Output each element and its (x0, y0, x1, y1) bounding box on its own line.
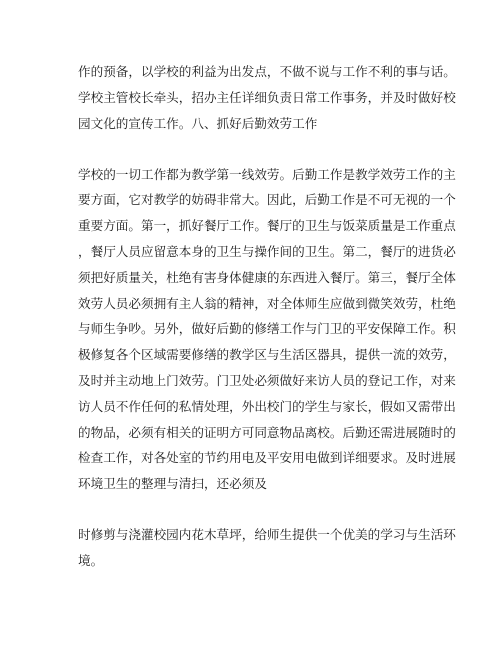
text-line: 效劳人员必须拥有主人翁的精神，对全体师生应做到微笑效劳，杜绝 (78, 296, 456, 311)
text-line: 极修复各个区域需要修缮的教学区与生活区器具，提供一流的效劳， (78, 347, 456, 362)
text-line: 访人员不作任何的私情处理，外出校门的学生与家长，假如又需带出 (78, 399, 456, 414)
text-line: 时修剪与浇灌校园内花木草坪，给师生提供一个优美的学习与生活环 (78, 527, 456, 542)
text-line: 与师生争吵。另外，做好后勤的修缮工作与门卫的平安保障工作。积 (78, 321, 456, 336)
text-line: 及时并主动地上门效劳。门卫处必须做好来访人员的登记工作，对来 (78, 373, 456, 388)
text-line: 的物品，必须有相关的证明方可同意物品离校。后勤还需进展随时的 (78, 425, 456, 440)
text-line: 境。 (78, 553, 104, 568)
text-line: 环境卫生的整理与清扫，还必须及 (78, 476, 267, 491)
text-line: 学校的一切工作都为教学第一线效劳。后勤工作是教学效劳工作的主 (78, 167, 456, 182)
text-line: 园文化的宣传工作。八、抓好后勤效劳工作 (78, 116, 318, 131)
text-line: 须把好质量关，杜绝有害身体健康的东西进入餐厅。第三，餐厅全体 (78, 270, 456, 285)
text-line: 检查工作，对各处室的节约用电及平安用电做到详细要求。及时进展 (78, 450, 456, 465)
text-line: 学校主管校长牵头，招办主任详细负责日常工作事务，并及时做好校 (78, 90, 456, 105)
text-line: 重要方面。第一，抓好餐厅工作。餐厅的卫生与饭菜质量是工作重点 (78, 218, 456, 233)
text-line: 作的预备，以学校的利益为出发点，不做不说与工作不利的事与话。 (78, 64, 456, 79)
text-line: ，餐厅人员应留意本身的卫生与操作间的卫生。第二，餐厅的进货必 (78, 244, 456, 259)
text-line: 要方面，它对教学的妨碍非常大。因此，后勤工作是不可无视的一个 (78, 192, 456, 207)
